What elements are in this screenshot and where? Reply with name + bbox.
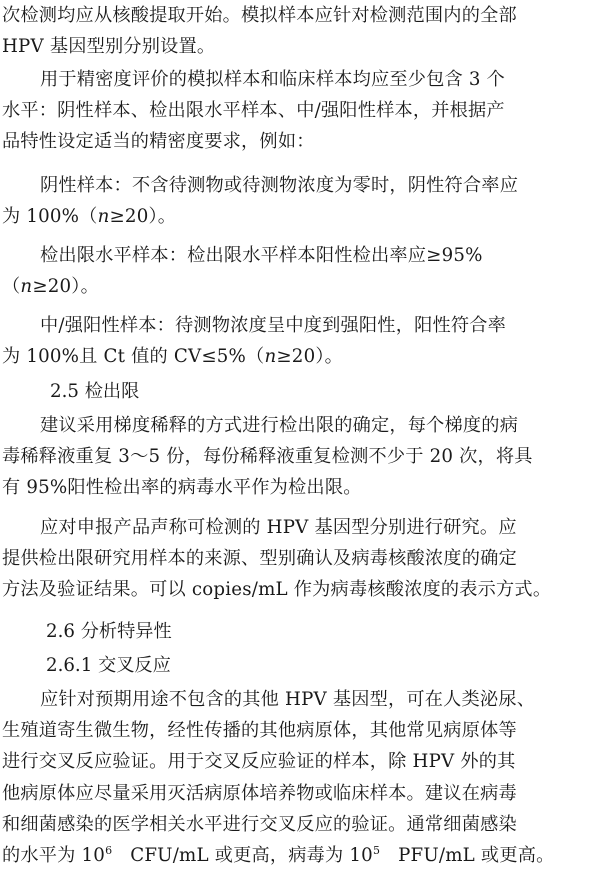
text-fragment: 的水平为 10 xyxy=(2,845,106,867)
italic-symbol: n xyxy=(20,276,33,298)
italic-symbol: n xyxy=(97,206,110,228)
text-line: 方法及验证结果。可以 copies/mL 作为病毒核酸浓度的表示方式。 xyxy=(2,579,552,601)
text-line: 生殖道寄生微生物，经性传播的其他病原体，其他常见病原体等 xyxy=(2,720,517,742)
paragraph xyxy=(2,410,596,504)
text-line: 次检测均应从核酸提取开始。模拟样本应针对检测范围内的全部 xyxy=(2,5,517,26)
subsection-heading: 2.6.1 交叉反应 xyxy=(46,655,171,676)
paragraph xyxy=(2,310,596,372)
text-line: 阴性样本：不含待测物或待测物浓度为零时，阴性符合率应 xyxy=(40,175,519,196)
text-line: （n≥20）。 xyxy=(2,276,99,298)
text-fragment: CFU/mL 或更高，病毒为 10 xyxy=(112,845,373,867)
text-line: 为 100%且 Ct 值的 CV≤5%（n≥20）。 xyxy=(2,346,344,368)
paragraph xyxy=(2,0,596,62)
text-line: 毒稀释液重复 3～5 份，每份稀释液重复检测不少于 20 次，将具 xyxy=(2,446,533,468)
text-line xyxy=(2,840,596,871)
section-heading: 2.6 分析特异性 xyxy=(46,621,172,642)
section-heading: 2.5 检出限 xyxy=(50,381,140,402)
text-line: 为 100%（n≥20）。 xyxy=(2,206,177,228)
paragraph xyxy=(2,240,596,302)
text-line: 应对申报产品声称可检测的 HPV 基因型分别进行研究。应 xyxy=(40,517,517,538)
text-line: 和细菌感染的医学相关水平进行交叉反应的验证。通常细菌感染 xyxy=(2,813,517,835)
text-line: 他病原体应尽量采用灭活病原体培养物或临床样本。建议在病毒 xyxy=(2,782,517,804)
superscript: 6 xyxy=(105,844,113,858)
text-line: HPV 基因型别分别设置。 xyxy=(2,36,216,58)
paragraph xyxy=(2,64,596,158)
paragraph xyxy=(2,684,596,871)
superscript: 5 xyxy=(372,844,381,858)
text-line: 用于精密度评价的模拟样本和临床样本均应至少包含 3 个 xyxy=(40,69,506,90)
text-line: 应针对预期用途不包含的其他 HPV 基因型，可在人类泌尿、 xyxy=(40,689,536,710)
text-line: 建议采用梯度稀释的方式进行检出限的确定，每个梯度的病 xyxy=(40,415,519,436)
text-line: 品特性设定适当的精密度要求，例如： xyxy=(2,131,315,153)
text-line: 进行交叉反应验证。用于交叉反应验证的样本，除 HPV 外的其 xyxy=(2,751,516,773)
text-line: 水平：阴性样本、检出限水平样本、中/强阳性样本，并根据产 xyxy=(2,100,505,122)
paragraph xyxy=(2,170,596,232)
text-line: 有 95%阳性检出率的病毒水平作为检出限。 xyxy=(2,477,362,499)
italic-symbol: n xyxy=(264,346,277,368)
paragraph xyxy=(2,512,596,606)
text-line: 提供检出限研究用样本的来源、型别确认及病毒核酸浓度的确定 xyxy=(2,548,517,570)
text-line: 检出限水平样本：检出限水平样本阳性检出率应≥95% xyxy=(40,245,483,266)
text-fragment: PFU/mL 或更高。 xyxy=(380,845,555,867)
text-line: 中/强阳性样本：待测物浓度呈中度到强阳性，阳性符合率 xyxy=(40,315,507,336)
